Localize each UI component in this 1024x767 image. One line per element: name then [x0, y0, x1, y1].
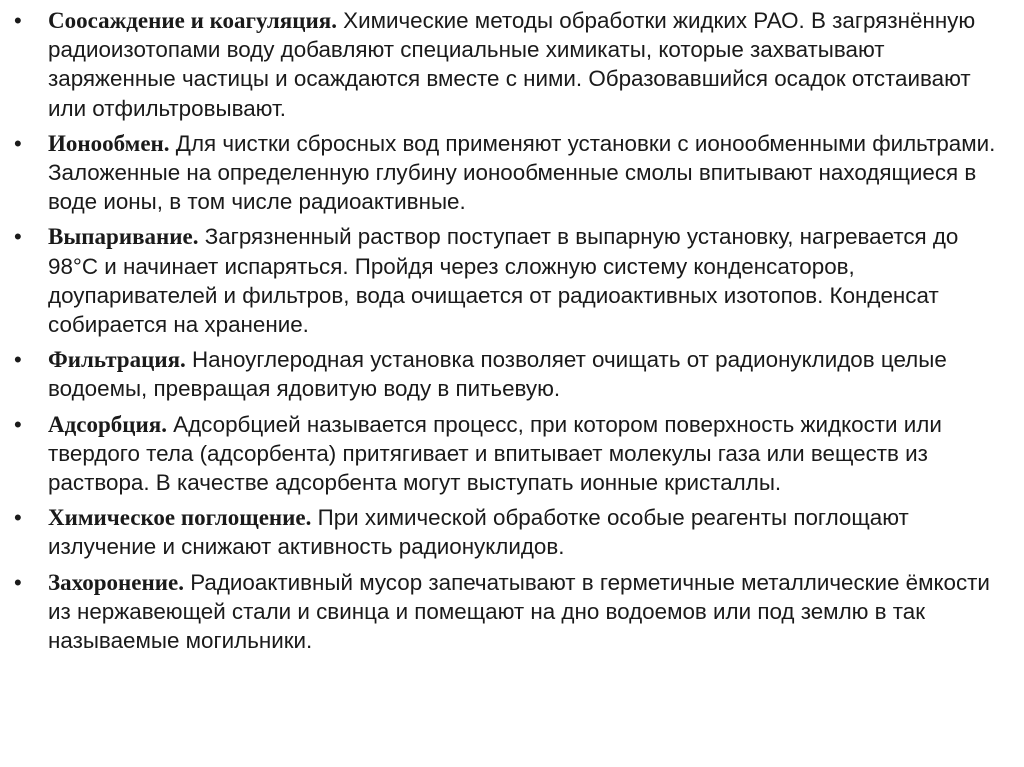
item-term: Соосаждение и коагуляция.: [48, 8, 337, 33]
item-term: Химическое поглощение.: [48, 505, 312, 531]
bullet-item-ion-exchange: [14, 129, 1010, 217]
bullet-point-icon: •: [14, 224, 22, 250]
item-text: Загрязненный раствор поступает в выпарную установку, нагревается до 98°С и начинает испаряться. Пройдя через сложную систему конденсаторов, доупаривателей и фильтров, вода очищается от радиоактивных изотопов. Конденсат собирается на хранение.: [48, 224, 959, 338]
item-text: Для чистки сбросных вод применяют установки с ионообменными фильтрами. Заложенные на определенную глубину ионообменные смолы впитывают находящиеся в воде ионы, в том числе радиоактивные.: [48, 130, 996, 215]
bullet-point-icon: •: [14, 411, 22, 437]
item-term: Фильтрация.: [48, 347, 186, 373]
bullet-point-icon: •: [14, 569, 22, 595]
item-term: Захоронение.: [48, 569, 184, 595]
item-text: Наноуглеродная установка позволяет очищать от радионуклидов целые водоемы, превращая ядовитую воду в питьевую.: [48, 347, 947, 402]
bullet-item-evaporation: [14, 222, 1010, 339]
item-term: Адсорбция.: [48, 411, 167, 437]
bullet-item-adsorption: [14, 410, 1010, 498]
bullet-point-icon: •: [14, 130, 22, 156]
item-text: Адсорбцией называется процесс, при котором поверхность жидкости или твердого тела (адсорбента) притягивает и впитывает молекулы газа или веществ из раствора. В качестве адсорбента могут выступать ионные кристаллы.: [48, 411, 942, 496]
bullet-list: [14, 6, 1010, 661]
item-text: При химической обработке особые реагенты поглощают излучение и снижают активность радионуклидов.: [48, 505, 909, 560]
bullet-point-icon: •: [14, 8, 22, 33]
item-term: Ионообмен.: [48, 130, 170, 156]
item-term: Выпаривание.: [48, 224, 199, 250]
bullet-item-chemical-absorption: [14, 503, 1010, 561]
bullet-item-filtration: [14, 345, 1010, 403]
bullet-item-burial: [14, 568, 1010, 656]
item-text: Радиоактивный мусор запечатывают в герметичные металлические ёмкости из нержавеющей стали и свинца и помещают на дно водоемов или под землю в так называемые могильники.: [48, 569, 990, 654]
bullet-point-icon: •: [14, 347, 22, 373]
item-text: Химические методы обработки жидких РАО. В загрязнённую радиоизотопами воду добавляют специальные химикаты, которые захватывают заряженные частицы и осаждаются вместе с ними. Образовавшийся осадок отстаивают или отфильтровывают.: [48, 8, 976, 121]
bullet-item-coprecipitation: [14, 6, 1010, 123]
bullet-point-icon: •: [14, 505, 22, 531]
